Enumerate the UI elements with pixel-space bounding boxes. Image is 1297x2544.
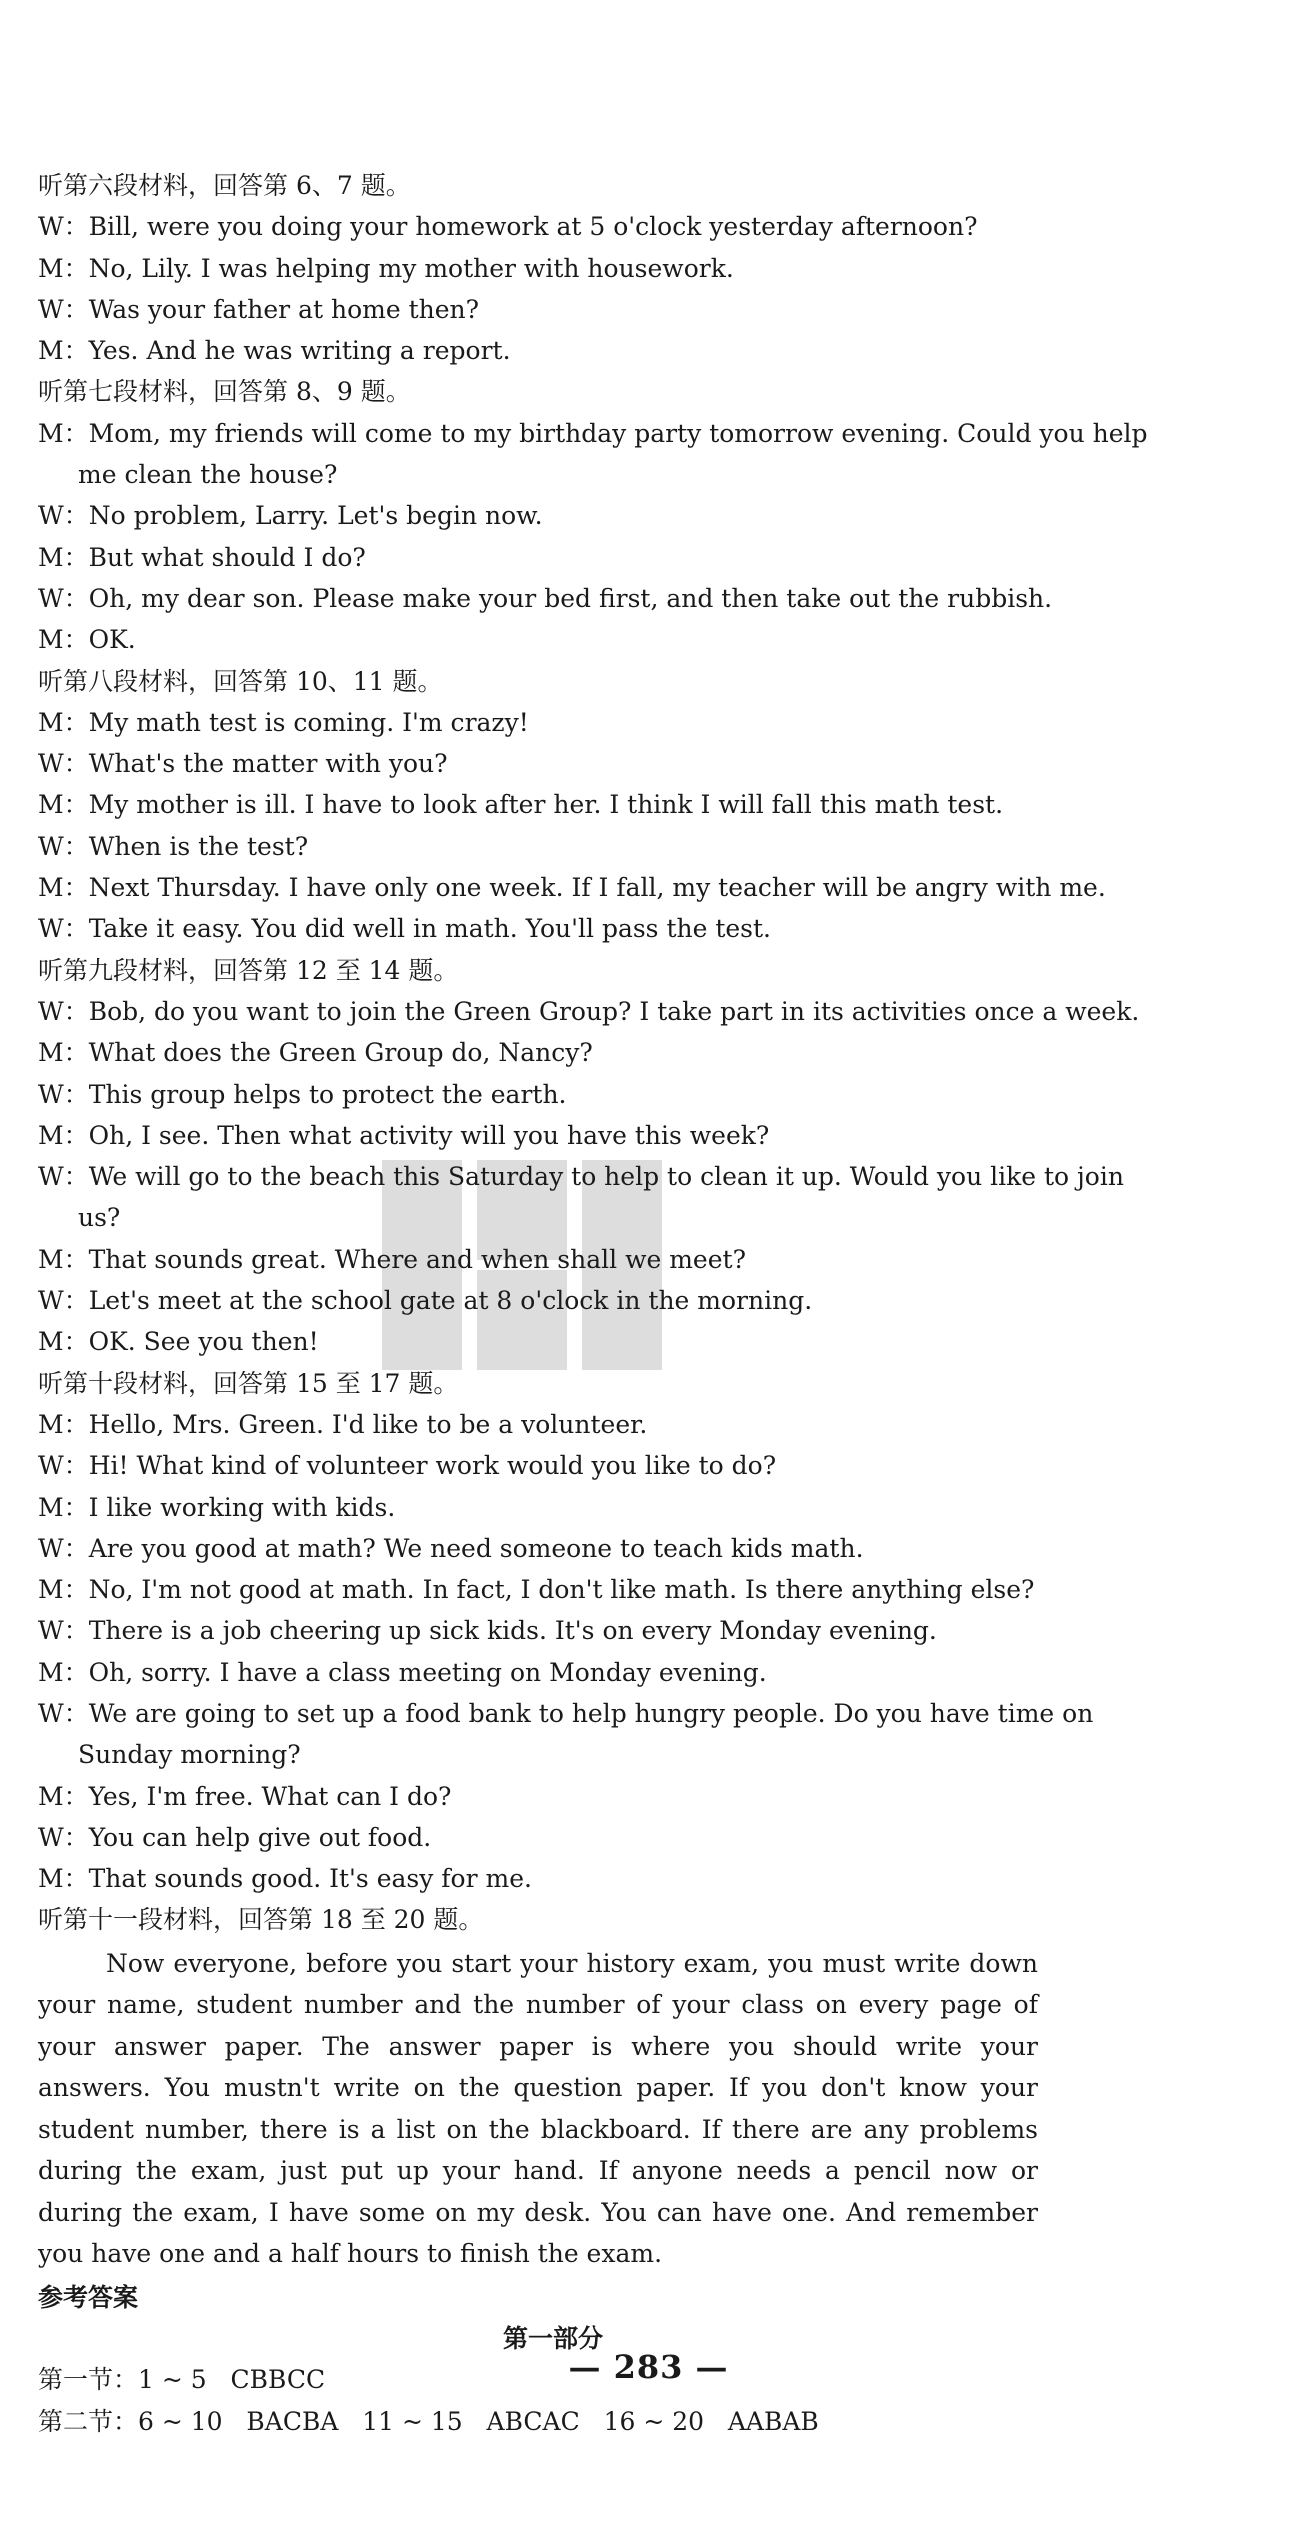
dialogue-line: M：No, I'm not good at math. In fact, I don't like math. Is there anything else? xyxy=(38,1575,1035,1605)
dialogue-line: W：There is a job cheering up sick kids. It's on every Monday evening. xyxy=(38,1616,937,1646)
section-heading: 听第九段材料，回答第 12 至 14 题。 xyxy=(38,955,459,985)
document-body xyxy=(38,165,1148,2442)
dialogue-line: W：When is the test? xyxy=(38,831,309,861)
dialogue-line: M：OK. xyxy=(38,625,136,655)
dialogue-line: M：Oh, I see. Then what activity will you have this week? xyxy=(38,1120,770,1150)
answers-title: 参考答案 xyxy=(38,2282,139,2312)
dialogue-line: M：Yes, I'm free. What can I do? xyxy=(38,1781,452,1811)
section-heading: 听第七段材料，回答第 8、9 题。 xyxy=(38,377,411,407)
dialogue-line: W：Hi! What kind of volunteer work would you like to do? xyxy=(38,1451,777,1481)
dialogue-line: M：Hello, Mrs. Green. I'd like to be a volunteer. xyxy=(38,1409,648,1439)
dialogue-line: W：Was your father at home then? xyxy=(38,294,480,324)
dialogue-line: M：Mom, my friends will come to my birthday party tomorrow evening. Could you help xyxy=(38,418,1148,448)
section-heading: 听第十段材料，回答第 15 至 17 题。 xyxy=(38,1368,459,1398)
dialogue-line: M：OK. See you then! xyxy=(38,1327,319,1357)
dialogue-line: M：No, Lily. I was helping my mother with housework. xyxy=(38,253,734,283)
monologue-paragraph: Now everyone, before you start your history exam, you must write down your name, student number and the number of your class on every page of your answer paper. The answer paper is where you should write your answers. You mustn't write on the question paper. If you don't know your student number, there is a list on the blackboard. If there are any problems during the exam, just put up your hand. If anyone needs a pencil now or during the exam, I have some on my desk. You can have one. And remember you have one and a half hours to finish the exam. xyxy=(38,1948,1038,2269)
dialogue-line: W：No problem, Larry. Let's begin now. xyxy=(38,501,543,531)
dialogue-line: W：Oh, my dear son. Please make your bed first, and then take out the rubbish. xyxy=(38,583,1053,613)
dialogue-line-continued: Sunday morning? xyxy=(78,1740,301,1770)
dialogue-line: M：I like working with kids. xyxy=(38,1492,396,1522)
dialogue-line: M：My mother is ill. I have to look after her. I think I will fall this math test. xyxy=(38,790,1004,820)
section-heading: 听第八段材料，回答第 10、11 题。 xyxy=(38,666,443,696)
dialogue-line: W：Let's meet at the school gate at 8 o'clock in the morning. xyxy=(38,1286,813,1316)
dialogue-line-continued: us? xyxy=(78,1203,121,1233)
section-heading: 听第十一段材料，回答第 18 至 20 题。 xyxy=(38,1905,484,1935)
dialogue-line: M：What does the Green Group do, Nancy? xyxy=(38,1038,593,1068)
dialogue-line: W：What's the matter with you? xyxy=(38,749,448,779)
answer-line: 第一节：1 ~ 5 CBBCC xyxy=(38,2365,326,2395)
dialogue-line: W：We are going to set up a food bank to help hungry people. Do you have time on xyxy=(38,1698,1094,1728)
answer-line: 第二节：6 ~ 10 BACBA 11 ~ 15 ABCAC 16 ~ 20 AABAB xyxy=(38,2406,819,2436)
dialogue-line: M：Next Thursday. I have only one week. If I fall, my teacher will be angry with me. xyxy=(38,873,1106,903)
dialogue-line-continued: me clean the house? xyxy=(78,460,338,490)
part-title: 第一部分 xyxy=(502,2324,603,2354)
dialogue-line: W：We will go to the beach this Saturday to help to clean it up. Would you like to join xyxy=(38,1162,1124,1192)
dialogue-line: M：That sounds great. Where and when shall we meet? xyxy=(38,1244,746,1274)
dialogue-line: M：Oh, sorry. I have a class meeting on Monday evening. xyxy=(38,1657,767,1687)
dialogue-line: W：Bob, do you want to join the Green Group? I take part in its activities once a week. xyxy=(38,996,1140,1026)
dialogue-line: W：Take it easy. You did well in math. You'll pass the test. xyxy=(38,914,772,944)
dialogue-line: M：Yes. And he was writing a report. xyxy=(38,336,511,366)
dialogue-line: M：My math test is coming. I'm crazy! xyxy=(38,707,529,737)
dialogue-line: W：Are you good at math? We need someone to teach kids math. xyxy=(38,1533,864,1563)
dialogue-line: W：This group helps to protect the earth. xyxy=(38,1079,567,1109)
dialogue-line: M：That sounds good. It's easy for me. xyxy=(38,1864,532,1894)
dialogue-line: W：Bill, were you doing your homework at 5 o'clock yesterday afternoon? xyxy=(38,212,978,242)
dialogue-line: M：But what should I do? xyxy=(38,542,366,572)
section-heading: 听第六段材料，回答第 6、7 题。 xyxy=(38,171,411,200)
dialogue-line: W：You can help give out food. xyxy=(38,1822,432,1852)
page-number: — 283 — xyxy=(568,2348,729,2386)
